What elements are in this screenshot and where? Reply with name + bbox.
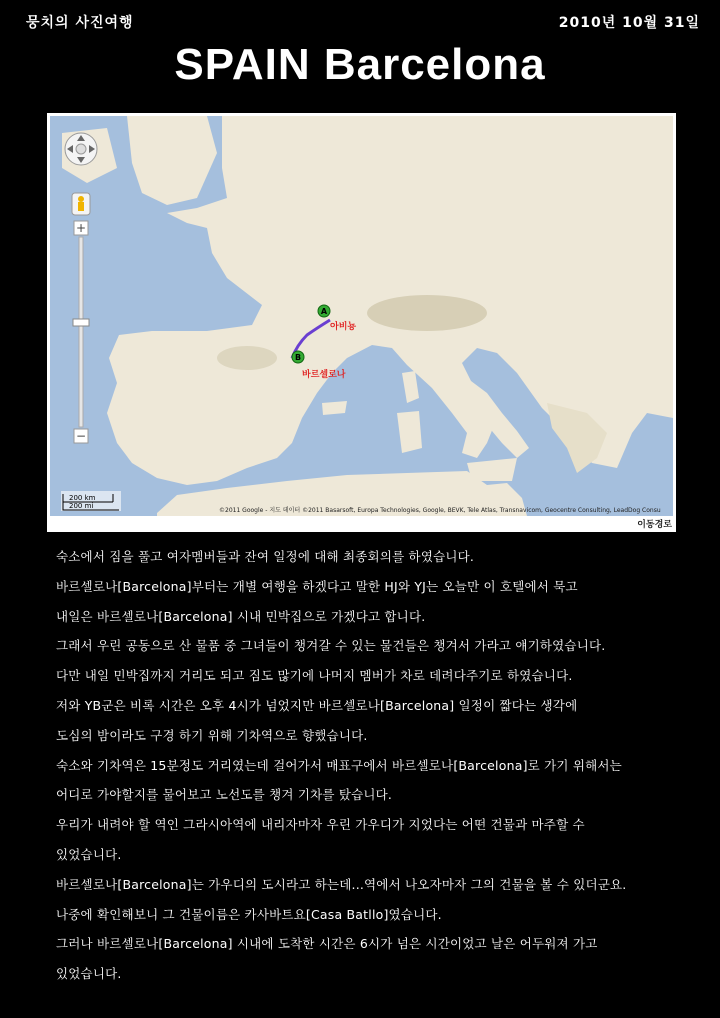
body-line: 그러나 바르셀로나[Barcelona] 시내에 도착한 시간은 6시가 넘은 시간이었고 날은 어두워져 가고 [56, 936, 598, 952]
body-line: 우리가 내려야 할 역인 그라시아역에 내리자마자 우린 가우디가 지었다는 어떤 건물과 마주할 수 [56, 817, 585, 833]
map-canvas[interactable] [47, 113, 676, 532]
pyrenees-shading [217, 346, 277, 370]
marker-a[interactable] [318, 305, 330, 317]
scale-bar [61, 491, 121, 511]
marker-b[interactable] [292, 351, 304, 363]
body-line: 있었습니다. [56, 966, 122, 982]
body-line: 다만 내일 민박집까지 거리도 되고 짐도 많기에 나머지 멤버가 차로 데려다주기로 하였습니다. [56, 668, 573, 684]
route-map [47, 113, 676, 532]
body-line: 내일은 바르셀로나[Barcelona] 시내 민박집으로 가겠다고 합니다. [56, 608, 426, 624]
body-line: 도심의 밤이라도 구경 하기 위해 기차역으로 향했습니다. [56, 727, 368, 743]
body-line: 저와 YB군은 비록 시간은 오후 4시가 넘었지만 바르셀로나[Barcelona] 일정이 짧다는 생각에 [56, 697, 578, 713]
blog-name: 뭉치의 사진여행 [26, 15, 134, 31]
land-mallorca [322, 401, 347, 415]
page-title: SPAIN Barcelona [174, 40, 546, 89]
scale-km: 200 km [69, 494, 96, 502]
marker-a-letter: A [320, 307, 328, 316]
alps-shading [367, 295, 487, 331]
label-avignon: 아비뇽 [330, 322, 357, 332]
label-barcelona: 바르셀로나 [302, 370, 346, 380]
zoom-in-icon: + [75, 221, 87, 235]
post-body [56, 548, 696, 995]
pegman-icon[interactable] [72, 193, 90, 215]
zoom-track[interactable] [79, 237, 83, 427]
post-date: 2010년 10월 31일 [558, 15, 700, 31]
body-line: 그래서 우린 공동으로 산 물품 중 그녀들이 챙겨갈 수 있는 물건들은 챙겨서 가라고 얘기하였습니다. [56, 638, 606, 654]
body-line: 있었습니다. [56, 846, 122, 862]
zoom-handle[interactable] [73, 319, 89, 326]
scale-mi: 200 mi [69, 502, 94, 510]
map-attribution: ©2011 Google - 지도 데이터 ©2011 Basarsoft, Europa Technologies, Google, BEVK, Tele Atlas, Transnavicom, Geocentre Consulting, LeadDog Consu [219, 507, 661, 514]
pan-control[interactable] [65, 133, 97, 165]
body-line: 나중에 확인해보니 그 건물이름은 카사바트요[Casa Batllo]였습니다. [56, 906, 442, 922]
body-line: 바르셀로나[Barcelona]는 가우디의 도시라고 하는데...역에서 나오자마자 그의 건물을 볼 수 있더군요. [56, 876, 627, 892]
zoom-out-icon: − [75, 429, 87, 443]
map-caption: 이동경로 [637, 520, 672, 530]
marker-b-letter: B [294, 353, 302, 362]
body-line: 바르셀로나[Barcelona]부터는 개별 여행을 하겠다고 말한 HJ와 YJ는 오늘만 이 호텔에서 묵고 [56, 578, 578, 594]
body-line: 어디로 가야할지를 물어보고 노선도를 챙겨 기차를 탔습니다. [56, 787, 393, 803]
body-line: 숙소와 기차역은 15분정도 거리였는데 걸어가서 매표구에서 바르셀로나[Barcelona]로 가기 위해서는 [56, 757, 622, 773]
body-line: 숙소에서 짐을 풀고 여자멤버들과 잔여 일정에 대해 최종회의를 하였습니다. [56, 549, 475, 564]
